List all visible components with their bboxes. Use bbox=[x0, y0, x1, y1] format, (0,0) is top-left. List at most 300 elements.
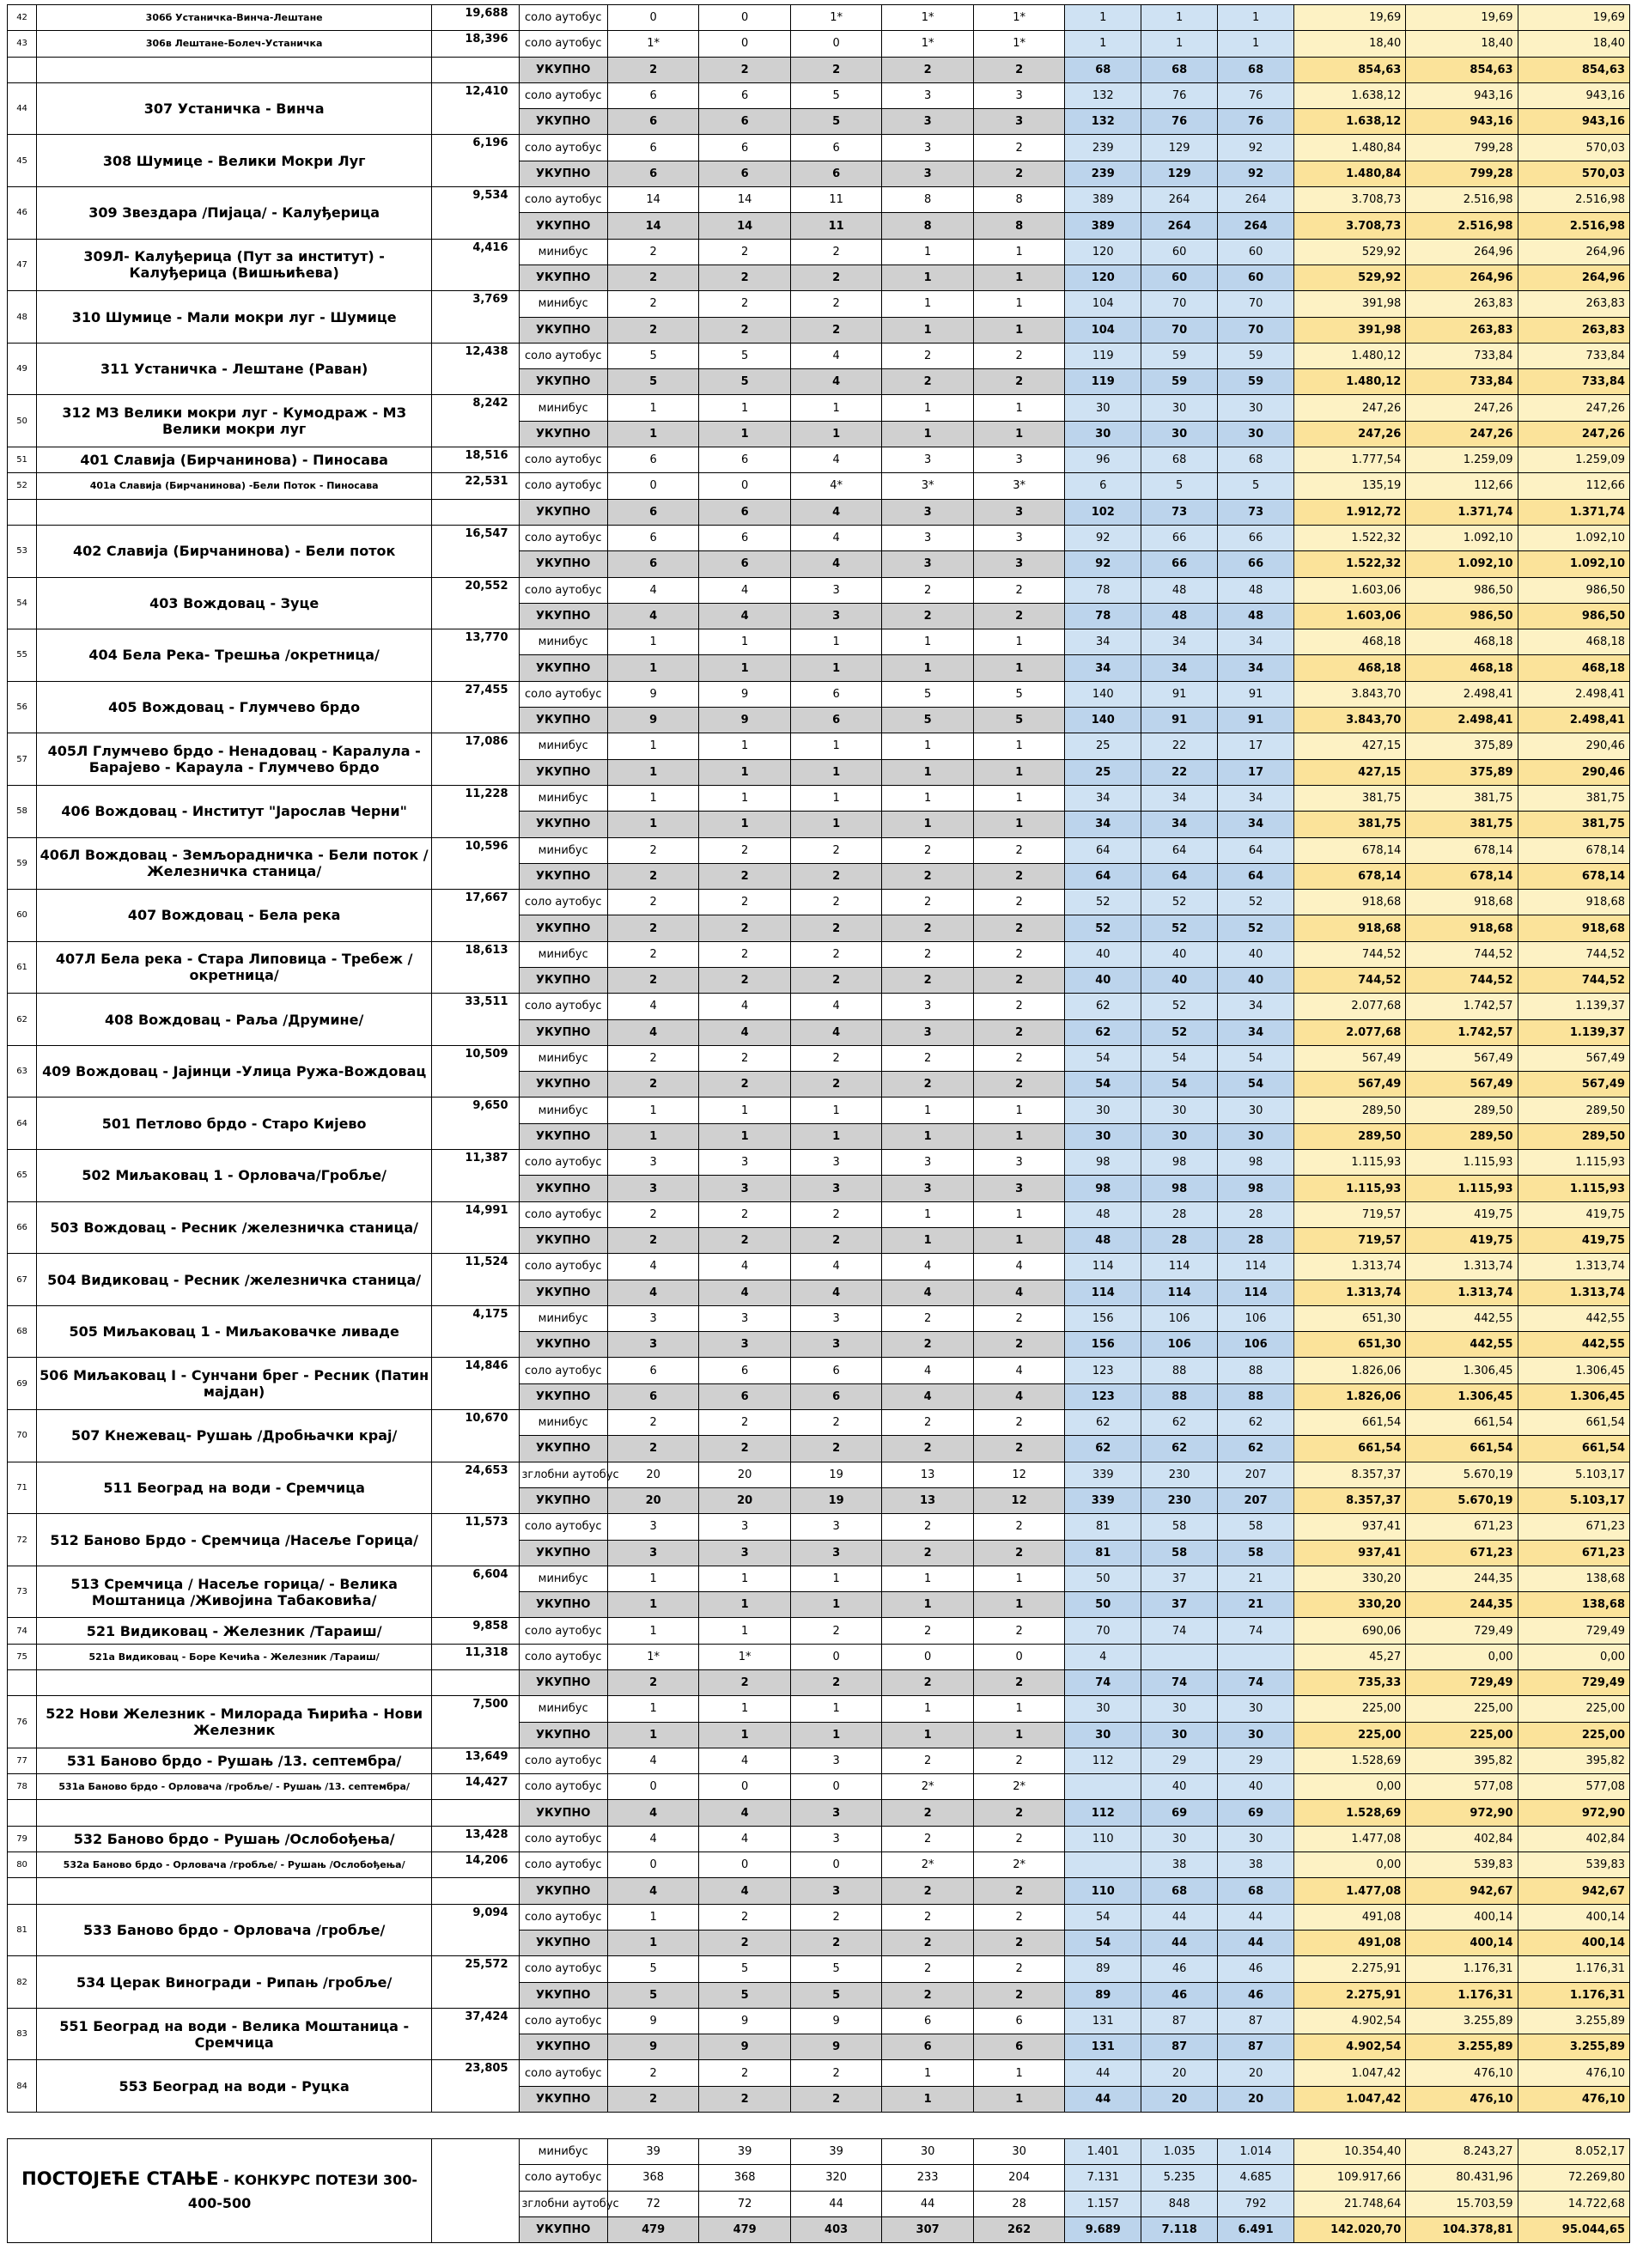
vehicle-count-cell: 6 bbox=[882, 2008, 973, 2034]
route-name-cell: 502 Миљаковац 1 - Орловача/Гробље/ bbox=[37, 1150, 432, 1202]
vehicle-count-cell: 11 bbox=[790, 187, 881, 213]
empty-number-cell bbox=[8, 499, 37, 525]
trip-count-cell: 1 bbox=[1065, 31, 1141, 57]
trip-count-cell: 34 bbox=[1065, 785, 1141, 811]
vehicle-count-cell: 2 bbox=[790, 1227, 881, 1253]
vehicle-type-cell: соло аутобус bbox=[519, 525, 607, 550]
vehicle-count-cell: 479 bbox=[607, 2216, 698, 2242]
route-name-cell: 512 Баново Брдо - Сремчица /Насеље Горица/ bbox=[37, 1514, 432, 1566]
trip-count-cell: 34 bbox=[1141, 655, 1218, 681]
route-name-cell: 307 Устаничка - Винча bbox=[37, 82, 432, 135]
vehicle-count-cell: 2 bbox=[790, 890, 881, 915]
trip-count-cell: 98 bbox=[1141, 1176, 1218, 1201]
vehicle-count-cell: 0 bbox=[790, 1852, 881, 1878]
vehicle-count-cell: 30 bbox=[973, 2139, 1064, 2165]
trip-count-cell: 104 bbox=[1065, 291, 1141, 317]
vehicle-count-cell: 2 bbox=[973, 1305, 1064, 1331]
trip-count-cell: 106 bbox=[1218, 1332, 1294, 1358]
kilometer-value-cell: 1.742,57 bbox=[1406, 994, 1518, 1019]
vehicle-count-cell: 2 bbox=[882, 1748, 973, 1773]
vehicle-count-cell: 1 bbox=[790, 1722, 881, 1748]
route-length-cell: 10,596 bbox=[432, 837, 519, 890]
vehicle-count-cell: 0 bbox=[607, 473, 698, 499]
kilometer-value-cell: 468,18 bbox=[1406, 655, 1518, 681]
vehicle-count-cell: 1 bbox=[790, 1592, 881, 1618]
empty-length-cell bbox=[432, 1878, 519, 1904]
route-name-cell: 404 Бела Река- Трешња /окретница/ bbox=[37, 629, 432, 682]
vehicle-type-cell: соло аутобус bbox=[519, 1618, 607, 1644]
vehicle-count-cell: 1 bbox=[882, 1722, 973, 1748]
trip-count-cell: 59 bbox=[1141, 369, 1218, 395]
vehicle-count-cell: 6 bbox=[699, 82, 790, 108]
vehicle-type-cell: соло аутобус bbox=[519, 2165, 607, 2191]
trip-count-cell: 17 bbox=[1218, 759, 1294, 785]
trip-count-cell: 78 bbox=[1065, 603, 1141, 629]
trip-count-cell: 34 bbox=[1218, 994, 1294, 1019]
subtotal-label-cell: УКУПНО bbox=[519, 57, 607, 82]
trip-count-cell: 48 bbox=[1141, 603, 1218, 629]
trip-count-cell: 54 bbox=[1065, 1930, 1141, 1955]
vehicle-count-cell: 2 bbox=[973, 1540, 1064, 1566]
kilometer-value-cell: 1.522,32 bbox=[1294, 525, 1406, 550]
vehicle-type-cell: минибус bbox=[519, 1305, 607, 1331]
vehicle-count-cell: 1 bbox=[973, 1123, 1064, 1149]
kilometer-value-cell: 1.092,10 bbox=[1406, 551, 1518, 577]
row-number-cell: 65 bbox=[8, 1150, 37, 1202]
vehicle-count-cell: 2 bbox=[882, 837, 973, 863]
vehicle-count-cell: 3 bbox=[882, 525, 973, 550]
kilometer-value-cell: 567,49 bbox=[1294, 1045, 1406, 1071]
kilometer-value-cell: 468,18 bbox=[1518, 629, 1629, 655]
trip-count-cell: 1.035 bbox=[1141, 2139, 1218, 2165]
route-row bbox=[8, 1696, 1630, 1722]
kilometer-value-cell: 468,18 bbox=[1406, 629, 1518, 655]
row-number-cell: 62 bbox=[8, 994, 37, 1046]
kilometer-value-cell: 678,14 bbox=[1518, 837, 1629, 863]
vehicle-count-cell: 5 bbox=[607, 369, 698, 395]
kilometer-value-cell: 225,00 bbox=[1518, 1722, 1629, 1748]
kilometer-value-cell: 419,75 bbox=[1518, 1201, 1629, 1227]
trip-count-cell: 1 bbox=[1141, 31, 1218, 57]
vehicle-count-cell: 1 bbox=[790, 759, 881, 785]
trip-count-cell: 62 bbox=[1065, 1410, 1141, 1436]
vehicle-count-cell: 1 bbox=[790, 812, 881, 837]
vehicle-count-cell: 4 bbox=[699, 1826, 790, 1851]
vehicle-count-cell: 1 bbox=[973, 1227, 1064, 1253]
kilometer-value-cell: 1.176,31 bbox=[1518, 1982, 1629, 2008]
trip-count-cell: 81 bbox=[1065, 1540, 1141, 1566]
trip-count-cell: 54 bbox=[1065, 1045, 1141, 1071]
vehicle-count-cell: 2 bbox=[790, 863, 881, 889]
vehicle-count-cell: 6 bbox=[973, 2008, 1064, 2034]
subtotal-label-cell: УКУПНО bbox=[519, 863, 607, 889]
vehicle-count-cell: 4 bbox=[607, 1878, 698, 1904]
vehicle-count-cell: 1 bbox=[973, 1722, 1064, 1748]
kilometer-value-cell: 854,63 bbox=[1294, 57, 1406, 82]
route-name-cell: 507 Кнежевац- Рушањ /Дробњачки крај/ bbox=[37, 1410, 432, 1462]
vehicle-count-cell: 2 bbox=[790, 1201, 881, 1227]
vehicle-type-cell: минибус bbox=[519, 1045, 607, 1071]
vehicle-count-cell: 2 bbox=[607, 890, 698, 915]
subtotal-label-cell: УКУПНО bbox=[519, 1800, 607, 1826]
subtotal-label-cell: УКУПНО bbox=[519, 1019, 607, 1045]
kilometer-value-cell: 468,18 bbox=[1518, 655, 1629, 681]
kilometer-value-cell: 290,46 bbox=[1518, 733, 1629, 759]
route-row bbox=[8, 395, 1630, 421]
vehicle-count-cell: 4 bbox=[790, 1254, 881, 1280]
trip-count-cell: 54 bbox=[1141, 1072, 1218, 1098]
vehicle-count-cell: 4 bbox=[882, 1280, 973, 1305]
kilometer-value-cell: 986,50 bbox=[1406, 577, 1518, 603]
vehicle-count-cell: 4 bbox=[607, 1280, 698, 1305]
kilometer-value-cell: 95.044,65 bbox=[1518, 2216, 1629, 2242]
kilometer-value-cell: 3.255,89 bbox=[1406, 2034, 1518, 2060]
route-length-cell: 9,094 bbox=[432, 1904, 519, 1956]
kilometer-value-cell: 247,26 bbox=[1294, 395, 1406, 421]
route-length-cell: 9,534 bbox=[432, 187, 519, 240]
kilometer-value-cell: 661,54 bbox=[1294, 1410, 1406, 1436]
vehicle-count-cell: 1 bbox=[973, 395, 1064, 421]
vehicle-count-cell: 2 bbox=[973, 603, 1064, 629]
vehicle-count-cell: 2 bbox=[699, 915, 790, 941]
route-name-cell: 533 Баново брдо - Орловача /гробље/ bbox=[37, 1904, 432, 1956]
vehicle-count-cell: 3 bbox=[790, 1878, 881, 1904]
kilometer-value-cell: 854,63 bbox=[1518, 57, 1629, 82]
kilometer-value-cell: 1.638,12 bbox=[1294, 109, 1406, 135]
route-length-cell: 7,500 bbox=[432, 1696, 519, 1748]
kilometer-value-cell: 1.826,06 bbox=[1294, 1358, 1406, 1383]
vehicle-count-cell: 0 bbox=[790, 1774, 881, 1800]
vehicle-count-cell: 2 bbox=[882, 1904, 973, 1930]
vehicle-count-cell: 1* bbox=[790, 5, 881, 31]
kilometer-value-cell: 1.092,10 bbox=[1406, 525, 1518, 550]
kilometer-value-cell: 264,96 bbox=[1406, 264, 1518, 290]
vehicle-count-cell: 1 bbox=[973, 759, 1064, 785]
vehicle-type-cell: соло аутобус bbox=[519, 31, 607, 57]
kilometer-value-cell: 729,49 bbox=[1518, 1670, 1629, 1696]
kilometer-value-cell: 937,41 bbox=[1294, 1540, 1406, 1566]
kilometer-value-cell: 744,52 bbox=[1518, 941, 1629, 967]
vehicle-count-cell: 0 bbox=[973, 1644, 1064, 1669]
vehicle-count-cell: 1 bbox=[790, 629, 881, 655]
vehicle-count-cell: 2* bbox=[882, 1852, 973, 1878]
row-number-cell: 42 bbox=[8, 5, 37, 31]
vehicle-count-cell: 6 bbox=[607, 551, 698, 577]
vehicle-count-cell: 307 bbox=[882, 2216, 973, 2242]
kilometer-value-cell: 1.638,12 bbox=[1294, 82, 1406, 108]
empty-length-cell bbox=[432, 2139, 519, 2243]
vehicle-count-cell: 2 bbox=[790, 1930, 881, 1955]
kilometer-value-cell: 1.115,93 bbox=[1518, 1150, 1629, 1176]
vehicle-count-cell: 12 bbox=[973, 1462, 1064, 1487]
kilometer-value-cell: 247,26 bbox=[1406, 421, 1518, 447]
vehicle-count-cell: 1 bbox=[790, 655, 881, 681]
trip-count-cell: 68 bbox=[1065, 57, 1141, 82]
vehicle-count-cell: 1 bbox=[882, 317, 973, 343]
row-number-cell: 57 bbox=[8, 733, 37, 786]
route-length-cell: 14,206 bbox=[432, 1852, 519, 1878]
trip-count-cell: 20 bbox=[1141, 2060, 1218, 2086]
trip-count-cell: 5 bbox=[1141, 473, 1218, 499]
kilometer-value-cell: 1.313,74 bbox=[1406, 1280, 1518, 1305]
kilometer-value-cell: 661,54 bbox=[1518, 1410, 1629, 1436]
vehicle-count-cell: 14 bbox=[699, 213, 790, 239]
kilometer-value-cell: 744,52 bbox=[1518, 967, 1629, 993]
vehicle-count-cell: 2 bbox=[607, 915, 698, 941]
trip-count-cell bbox=[1065, 1852, 1141, 1878]
kilometer-value-cell: 1.115,93 bbox=[1294, 1150, 1406, 1176]
trip-count-cell: 98 bbox=[1141, 1150, 1218, 1176]
route-row bbox=[8, 941, 1630, 967]
trip-count-cell: 132 bbox=[1065, 109, 1141, 135]
vehicle-count-cell: 39 bbox=[607, 2139, 698, 2165]
vehicle-count-cell: 1 bbox=[607, 1123, 698, 1149]
kilometer-value-cell: 2.498,41 bbox=[1518, 681, 1629, 707]
vehicle-count-cell: 3 bbox=[790, 1514, 881, 1540]
vehicle-count-cell: 4 bbox=[790, 1019, 881, 1045]
row-number-cell: 49 bbox=[8, 343, 37, 395]
row-number-cell: 73 bbox=[8, 1566, 37, 1618]
vehicle-count-cell: 6 bbox=[699, 109, 790, 135]
trip-count-cell: 44 bbox=[1065, 2086, 1141, 2112]
kilometer-value-cell: 263,83 bbox=[1406, 317, 1518, 343]
vehicle-count-cell: 1 bbox=[973, 2086, 1064, 2112]
trip-count-cell: 44 bbox=[1218, 1904, 1294, 1930]
trip-count-cell: 114 bbox=[1218, 1254, 1294, 1280]
kilometer-value-cell: 678,14 bbox=[1294, 837, 1406, 863]
trip-count-cell: 119 bbox=[1065, 343, 1141, 368]
trip-count-cell: 70 bbox=[1141, 317, 1218, 343]
trip-count-cell: 62 bbox=[1218, 1410, 1294, 1436]
trip-count-cell: 60 bbox=[1218, 264, 1294, 290]
vehicle-type-cell: соло аутобус bbox=[519, 1774, 607, 1800]
vehicle-count-cell: 262 bbox=[973, 2216, 1064, 2242]
vehicle-count-cell: 4 bbox=[790, 343, 881, 368]
vehicle-count-cell: 1 bbox=[882, 1123, 973, 1149]
kilometer-value-cell: 263,83 bbox=[1406, 291, 1518, 317]
kilometer-value-cell: 138,68 bbox=[1518, 1592, 1629, 1618]
vehicle-type-cell: соло аутобус bbox=[519, 1826, 607, 1851]
vehicle-count-cell: 4 bbox=[790, 499, 881, 525]
trip-count-cell: 37 bbox=[1141, 1566, 1218, 1591]
trip-count-cell: 20 bbox=[1218, 2086, 1294, 2112]
trip-count-cell: 30 bbox=[1141, 1722, 1218, 1748]
kilometer-value-cell: 733,84 bbox=[1518, 369, 1629, 395]
vehicle-count-cell: 6 bbox=[790, 681, 881, 707]
vehicle-count-cell: 2 bbox=[973, 1800, 1064, 1826]
vehicle-count-cell: 5 bbox=[882, 708, 973, 733]
vehicle-count-cell: 1 bbox=[699, 629, 790, 655]
vehicle-count-cell: 2 bbox=[607, 317, 698, 343]
trip-count-cell: 91 bbox=[1141, 681, 1218, 707]
subtotal-row bbox=[8, 1670, 1630, 1696]
trip-count-cell: 30 bbox=[1218, 1123, 1294, 1149]
kilometer-value-cell: 19,69 bbox=[1518, 5, 1629, 31]
kilometer-value-cell: 2.275,91 bbox=[1294, 1982, 1406, 2008]
vehicle-count-cell: 2 bbox=[790, 941, 881, 967]
row-number-cell: 81 bbox=[8, 1904, 37, 1956]
vehicle-count-cell: 2 bbox=[790, 57, 881, 82]
trip-count-cell: 87 bbox=[1218, 2008, 1294, 2034]
trip-count-cell: 129 bbox=[1141, 135, 1218, 161]
route-name-cell: 551 Београд на води - Велика Моштаница - Сремчица bbox=[37, 2008, 432, 2060]
kilometer-value-cell: 2.516,98 bbox=[1518, 213, 1629, 239]
trip-count-cell: 91 bbox=[1218, 708, 1294, 733]
trip-count-cell: 88 bbox=[1218, 1358, 1294, 1383]
vehicle-count-cell: 3 bbox=[790, 1305, 881, 1331]
route-row bbox=[8, 1566, 1630, 1591]
vehicle-count-cell: 3 bbox=[607, 1514, 698, 1540]
trip-count-cell: 62 bbox=[1141, 1436, 1218, 1462]
trip-count-cell: 58 bbox=[1218, 1540, 1294, 1566]
vehicle-count-cell: 8 bbox=[973, 213, 1064, 239]
vehicle-count-cell: 4* bbox=[790, 473, 881, 499]
vehicle-count-cell: 1 bbox=[882, 2060, 973, 2086]
kilometer-value-cell: 419,75 bbox=[1406, 1227, 1518, 1253]
kilometer-value-cell: 1.047,42 bbox=[1294, 2086, 1406, 2112]
kilometer-value-cell: 1.313,74 bbox=[1294, 1254, 1406, 1280]
trip-count-cell: 44 bbox=[1218, 1930, 1294, 1955]
route-row bbox=[8, 1150, 1630, 1176]
vehicle-type-cell: соло аутобус bbox=[519, 5, 607, 31]
kilometer-value-cell: 3.255,89 bbox=[1406, 2008, 1518, 2034]
spacer-cell bbox=[8, 2113, 1630, 2139]
trip-count-cell: 74 bbox=[1141, 1618, 1218, 1644]
kilometer-value-cell: 19,69 bbox=[1294, 5, 1406, 31]
vehicle-count-cell: 39 bbox=[790, 2139, 881, 2165]
vehicle-count-cell: 3 bbox=[790, 1176, 881, 1201]
vehicle-count-cell: 1 bbox=[699, 1566, 790, 1591]
route-length-cell: 11,228 bbox=[432, 785, 519, 837]
route-row bbox=[8, 1410, 1630, 1436]
empty-name-cell bbox=[37, 57, 432, 82]
kilometer-value-cell: 1.047,42 bbox=[1294, 2060, 1406, 2086]
vehicle-type-cell: минибус bbox=[519, 239, 607, 264]
vehicle-count-cell: 2 bbox=[607, 1045, 698, 1071]
vehicle-count-cell: 1 bbox=[882, 1696, 973, 1722]
trip-count-cell: 44 bbox=[1065, 2060, 1141, 2086]
vehicle-count-cell: 4 bbox=[790, 447, 881, 473]
kilometer-value-cell: 381,75 bbox=[1406, 785, 1518, 811]
kilometer-value-cell: 671,23 bbox=[1518, 1514, 1629, 1540]
vehicle-count-cell: 5 bbox=[973, 708, 1064, 733]
vehicle-count-cell: 2 bbox=[882, 343, 973, 368]
vehicle-count-cell: 12 bbox=[973, 1487, 1064, 1513]
vehicle-type-cell: минибус bbox=[519, 1696, 607, 1722]
vehicle-count-cell: 2 bbox=[699, 57, 790, 82]
vehicle-count-cell: 0 bbox=[790, 1644, 881, 1669]
kilometer-value-cell: 244,35 bbox=[1406, 1566, 1518, 1591]
trip-count-cell: 88 bbox=[1218, 1383, 1294, 1409]
kilometer-value-cell: 678,14 bbox=[1518, 863, 1629, 889]
vehicle-count-cell: 2 bbox=[973, 994, 1064, 1019]
trip-count-cell: 102 bbox=[1065, 499, 1141, 525]
subtotal-label-cell: УКУПНО bbox=[519, 161, 607, 186]
route-name-cell: 311 Устаничка - Лештане (Раван) bbox=[37, 343, 432, 395]
vehicle-count-cell: 5 bbox=[699, 1956, 790, 1982]
vehicle-count-cell: 0 bbox=[699, 5, 790, 31]
kilometer-value-cell: 225,00 bbox=[1294, 1696, 1406, 1722]
trip-count-cell: 59 bbox=[1141, 343, 1218, 368]
kilometer-value-cell: 2.077,68 bbox=[1294, 1019, 1406, 1045]
vehicle-count-cell: 1* bbox=[699, 1644, 790, 1669]
subtotal-label-cell: УКУПНО bbox=[519, 1123, 607, 1149]
kilometer-value-cell: 247,26 bbox=[1518, 421, 1629, 447]
vehicle-type-cell: минибус bbox=[519, 2139, 607, 2165]
trip-count-cell: 156 bbox=[1065, 1332, 1141, 1358]
row-number-cell: 50 bbox=[8, 395, 37, 447]
subtotal-label-cell: УКУПНО bbox=[519, 1930, 607, 1955]
vehicle-count-cell: 2 bbox=[607, 291, 698, 317]
vehicle-count-cell: 6 bbox=[607, 1383, 698, 1409]
trip-count-cell: 264 bbox=[1218, 213, 1294, 239]
route-length-cell: 25,572 bbox=[432, 1956, 519, 2009]
vehicle-count-cell: 5 bbox=[882, 681, 973, 707]
trip-count-cell: 76 bbox=[1141, 109, 1218, 135]
route-length-cell: 16,547 bbox=[432, 525, 519, 577]
subtotal-label-cell: УКУПНО bbox=[519, 109, 607, 135]
route-length-cell: 13,649 bbox=[432, 1748, 519, 1773]
vehicle-count-cell: 2 bbox=[699, 1045, 790, 1071]
route-row bbox=[8, 1956, 1630, 1982]
vehicle-count-cell: 6 bbox=[882, 2034, 973, 2060]
trip-count-cell: 1.401 bbox=[1065, 2139, 1141, 2165]
kilometer-value-cell: 4.902,54 bbox=[1294, 2008, 1406, 2034]
vehicle-count-cell: 1 bbox=[882, 421, 973, 447]
kilometer-value-cell: 1.313,74 bbox=[1294, 1280, 1406, 1305]
vehicle-count-cell: 2 bbox=[607, 2060, 698, 2086]
route-row bbox=[8, 994, 1630, 1019]
vehicle-count-cell: 1 bbox=[699, 1098, 790, 1123]
trip-count-cell: 81 bbox=[1065, 1514, 1141, 1540]
vehicle-count-cell: 2 bbox=[607, 837, 698, 863]
trip-count-cell: 60 bbox=[1141, 264, 1218, 290]
vehicle-type-cell: соло аутобус bbox=[519, 187, 607, 213]
kilometer-value-cell: 2.275,91 bbox=[1294, 1956, 1406, 1982]
trip-count-cell: 87 bbox=[1141, 2008, 1218, 2034]
trip-count-cell: 62 bbox=[1218, 1436, 1294, 1462]
trip-count-cell: 140 bbox=[1065, 681, 1141, 707]
summary-title bbox=[8, 2139, 432, 2243]
vehicle-count-cell: 4 bbox=[607, 603, 698, 629]
trip-count-cell: 60 bbox=[1141, 239, 1218, 264]
kilometer-value-cell: 1.480,12 bbox=[1294, 369, 1406, 395]
subtotal-label-cell: УКУПНО bbox=[519, 1332, 607, 1358]
subtotal-label-cell: УКУПНО bbox=[519, 499, 607, 525]
vehicle-count-cell: 6 bbox=[607, 499, 698, 525]
vehicle-count-cell: 2 bbox=[973, 1436, 1064, 1462]
trip-count-cell: 89 bbox=[1065, 1982, 1141, 2008]
route-data-table bbox=[7, 4, 1630, 2243]
route-name-cell: 522 Нови Железник - Милорада Ћирића - Нови Железник bbox=[37, 1696, 432, 1748]
route-length-cell: 12,438 bbox=[432, 343, 519, 395]
vehicle-count-cell: 1 bbox=[699, 1592, 790, 1618]
trip-count-cell: 69 bbox=[1218, 1800, 1294, 1826]
route-name-cell: 505 Миљаковац 1 - Миљаковачке ливаде bbox=[37, 1305, 432, 1358]
vehicle-type-cell: соло аутобус bbox=[519, 1904, 607, 1930]
vehicle-count-cell: 2 bbox=[790, 2086, 881, 2112]
row-number-cell: 48 bbox=[8, 291, 37, 344]
kilometer-value-cell: 402,84 bbox=[1406, 1826, 1518, 1851]
row-number-cell: 53 bbox=[8, 525, 37, 577]
trip-count-cell: 5.235 bbox=[1141, 2165, 1218, 2191]
vehicle-count-cell: 5 bbox=[699, 369, 790, 395]
route-name-cell: 408 Вождовац - Раља /Друмине/ bbox=[37, 994, 432, 1046]
vehicle-count-cell: 2 bbox=[607, 1072, 698, 1098]
vehicle-count-cell: 3 bbox=[607, 1540, 698, 1566]
trip-count-cell: 34 bbox=[1218, 785, 1294, 811]
vehicle-count-cell: 1 bbox=[882, 655, 973, 681]
